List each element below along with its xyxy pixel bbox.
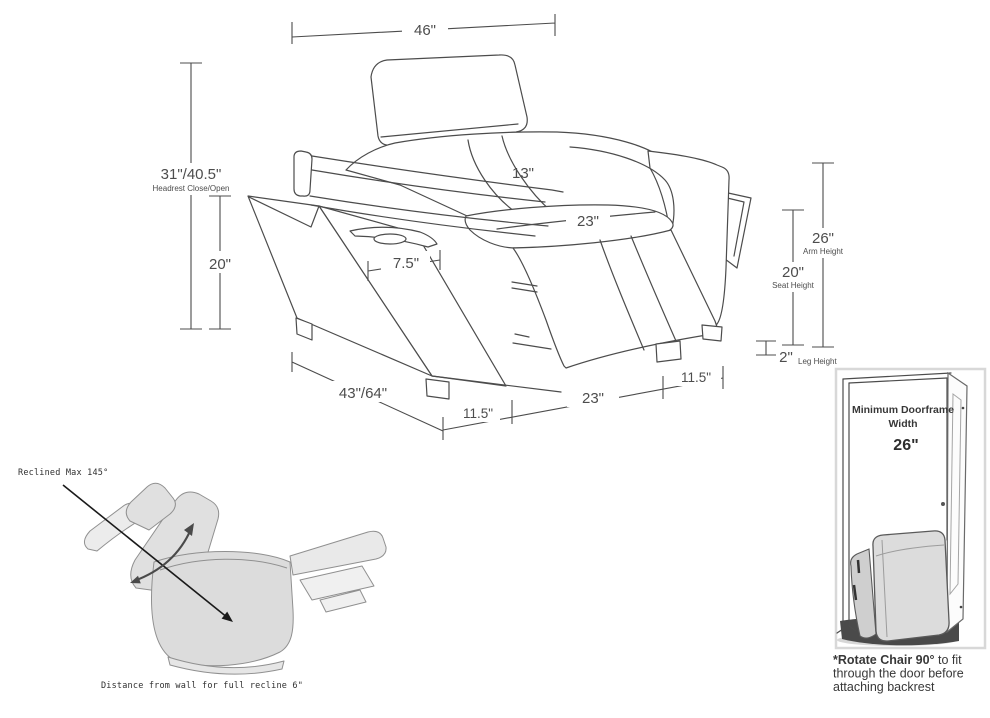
dim-seat-height-value: 20"	[781, 264, 805, 281]
door-note-line2: through the door before	[833, 666, 964, 681]
dim-seat-height-label: Seat Height	[772, 281, 814, 290]
dim-headrest-height-lines	[180, 63, 202, 329]
door-heading-line2: Width	[888, 418, 918, 430]
dim-base-middle-label: 23"	[581, 390, 605, 407]
dim-arm-height-value: 26"	[811, 230, 835, 247]
left-armrest-cap	[294, 151, 312, 196]
dim-back-height	[204, 196, 236, 329]
dim-base-back-label: 11.5"	[680, 370, 712, 385]
door-min-width-value: 26"	[893, 437, 919, 454]
dim-headrest-height-note: Headrest Close/Open	[152, 184, 230, 193]
dim-top-width	[292, 14, 555, 44]
dim-seat-width	[566, 211, 610, 230]
reclined-seat-shape	[151, 552, 293, 666]
dim-leg-height-value: 2"	[779, 349, 793, 366]
dim-arm-height	[797, 163, 849, 347]
door-note-line1	[833, 653, 962, 667]
dim-headrest-height-label: 31"/40.5"	[160, 166, 222, 183]
dim-top-width-label: 46"	[413, 22, 437, 39]
dim-depth-label: 43"/64"	[338, 385, 388, 402]
dim-backrest-strip-label: 13"	[511, 165, 535, 182]
door-note-line3: attaching backrest	[833, 680, 935, 694]
reclined-mechanism-shape	[300, 566, 374, 612]
door-heading-line1: Minimum Doorframe	[851, 404, 955, 416]
wall-distance-note: Distance from wall for full recline 6"	[100, 681, 304, 691]
headrest-shape	[371, 55, 527, 145]
door-note-tail: to fit	[934, 653, 962, 667]
dim-base-front-label: 11.5"	[462, 406, 494, 421]
door-note-bold: *Rotate Chair 90°	[833, 653, 935, 667]
doorframe-illustration	[833, 369, 985, 694]
dim-seat-width-label: 23"	[576, 213, 600, 230]
front-foot-block	[426, 379, 449, 399]
reclined-footrest-shape	[290, 531, 386, 575]
door-hinge-dot-bottom	[960, 606, 963, 609]
recliner-line-drawing	[248, 55, 751, 399]
footrest-foot-block	[656, 341, 681, 362]
dim-arm-height-label: Arm Height	[802, 247, 844, 256]
cup-holder-icon	[374, 234, 406, 244]
recline-max-angle-note: Reclined Max 145°	[18, 468, 109, 478]
dim-cup-holder-label: 7.5"	[392, 255, 420, 272]
door-hinge-dot-top	[962, 407, 965, 410]
right-foot-block	[702, 325, 722, 341]
dim-back-height-label: 20"	[208, 256, 232, 273]
reclined-chair-illustration	[18, 468, 386, 691]
dim-leg-height-label: Leg Height	[798, 357, 837, 366]
dim-leg-height-lines	[756, 341, 776, 355]
door-knob-icon	[941, 502, 945, 506]
